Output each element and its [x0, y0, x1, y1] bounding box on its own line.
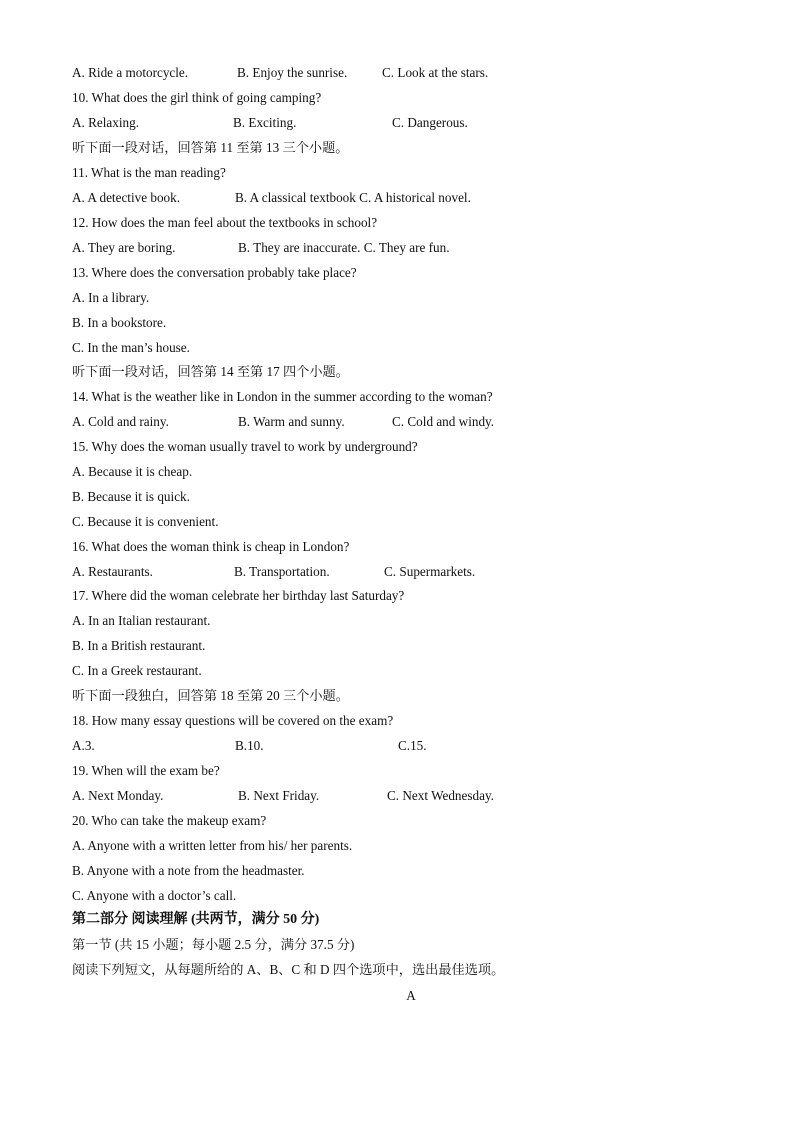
q11-option-a: A. A detective book. — [72, 190, 181, 205]
q18-option-b: B.10. — [235, 738, 264, 753]
q13-option-b: B. In a bookstore. — [72, 315, 167, 330]
question-17: 17. Where did the woman celebrate her birthday last Saturday? — [72, 588, 405, 603]
q12-option-b-c: B. They are inaccurate. C. They are fun. — [238, 240, 450, 255]
question-14: 14. What is the weather like in London in the summer according to the woman? — [72, 389, 493, 404]
q17-option-a: A. In an Italian restaurant. — [72, 613, 211, 628]
question-19: 19. When will the exam be? — [72, 763, 220, 778]
section-instruction: 听下面一段对话，回答第 14 至第 17 四个小题。 — [72, 364, 349, 379]
question-15: 15. Why does the woman usually travel to work by underground? — [72, 439, 418, 454]
q14-option-b: B. Warm and sunny. — [238, 414, 345, 429]
q18-option-c: C.15. — [398, 738, 427, 753]
q9-option-a: A. Ride a motorcycle. — [72, 65, 189, 80]
q16-option-c: C. Supermarkets. — [384, 564, 476, 579]
reading-instruction: 阅读下列短文，从每题所给的 A、B、C 和 D 四个选项中，选出最佳选项。 — [72, 962, 505, 977]
q20-option-c: C. Anyone with a doctor’s call. — [72, 888, 237, 903]
section-instruction: 听下面一段独白，回答第 18 至第 20 三个小题。 — [72, 688, 349, 703]
q13-option-a: A. In a library. — [72, 290, 150, 305]
question-18: 18. How many essay questions will be covered on the exam? — [72, 713, 394, 728]
q17-option-c: C. In a Greek restaurant. — [72, 663, 202, 678]
q10-option-a: A. Relaxing. — [72, 115, 140, 130]
q19-option-c: C. Next Wednesday. — [387, 788, 494, 803]
q17-option-b: B. In a British restaurant. — [72, 638, 206, 653]
q15-option-b: B. Because it is quick. — [72, 489, 190, 504]
q19-option-b: B. Next Friday. — [238, 788, 320, 803]
q15-option-c: C. Because it is convenient. — [72, 514, 219, 529]
section-instruction: 听下面一段对话，回答第 11 至第 13 三个小题。 — [72, 140, 349, 155]
q15-option-a: A. Because it is cheap. — [72, 464, 193, 479]
question-13: 13. Where does the conversation probably take place? — [72, 265, 357, 280]
part-two-heading: 第二部分 阅读理解 (共两节，满分 50 分) — [72, 912, 320, 927]
passage-label: A — [406, 988, 416, 1003]
q19-option-a: A. Next Monday. — [72, 788, 164, 803]
q9-option-c: C. Look at the stars. — [382, 65, 489, 80]
question-12: 12. How does the man feel about the textbooks in school? — [72, 215, 378, 230]
q18-option-a: A.3. — [72, 738, 95, 753]
question-16: 16. What does the woman think is cheap in London? — [72, 539, 350, 554]
question-10: 10. What does the girl think of going camping? — [72, 90, 322, 105]
q11-option-b-c: B. A classical textbook C. A historical novel. — [235, 190, 471, 205]
question-20: 20. Who can take the makeup exam? — [72, 813, 267, 828]
q20-option-a: A. Anyone with a written letter from his/ her parents. — [72, 838, 353, 853]
q20-option-b: B. Anyone with a note from the headmaster. — [72, 863, 305, 878]
question-11: 11. What is the man reading? — [72, 165, 226, 180]
q10-option-c: C. Dangerous. — [392, 115, 468, 130]
q12-option-a: A. They are boring. — [72, 240, 176, 255]
q14-option-a: A. Cold and rainy. — [72, 414, 169, 429]
q14-option-c: C. Cold and windy. — [392, 414, 495, 429]
q9-option-b: B. Enjoy the sunrise. — [237, 65, 348, 80]
section-one-heading: 第一节 (共 15 小题；每小题 2.5 分，满分 37.5 分) — [72, 937, 355, 952]
q13-option-c: C. In the man’s house. — [72, 340, 190, 355]
q10-option-b: B. Exciting. — [233, 115, 297, 130]
q16-option-b: B. Transportation. — [234, 564, 330, 579]
q16-option-a: A. Restaurants. — [72, 564, 153, 579]
